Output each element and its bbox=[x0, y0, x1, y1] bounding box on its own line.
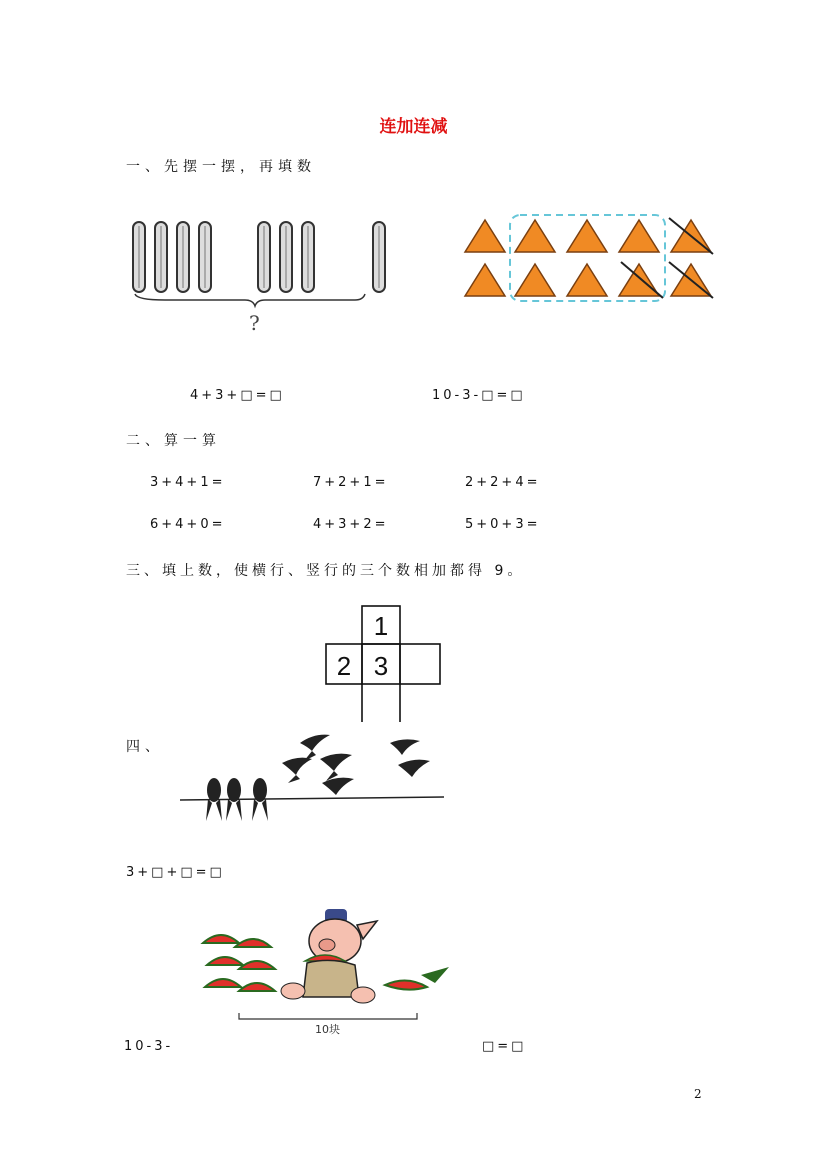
triangle-icon bbox=[465, 220, 505, 252]
problem: 2+2+4= bbox=[465, 475, 541, 490]
swallows-illustration bbox=[172, 725, 452, 830]
problem: 4+3+2= bbox=[313, 517, 389, 532]
page-title: 连加连减 bbox=[379, 117, 448, 137]
grid-cell-left: 2 bbox=[336, 651, 352, 681]
stick-icon bbox=[302, 222, 314, 292]
perched-bird-icon bbox=[226, 778, 242, 821]
watermelon-slice-icon bbox=[203, 935, 239, 943]
brace-icon bbox=[135, 294, 365, 306]
triangles-illustration bbox=[455, 210, 725, 310]
problem: 7+2+1= bbox=[313, 475, 389, 490]
flying-bird-icon bbox=[320, 754, 352, 781]
triangle-icon bbox=[515, 220, 555, 252]
section-3-heading: 三、填上数，使横行、竖行的三个数相加都得 9。 bbox=[126, 563, 526, 579]
watermelon-equation-start: 10-3- bbox=[124, 1039, 174, 1054]
stick-icon bbox=[258, 222, 270, 292]
stick-icon bbox=[155, 222, 167, 292]
pig-watermelon-illustration bbox=[195, 905, 460, 1037]
pig-icon bbox=[281, 909, 377, 1003]
problem: 6+4+0= bbox=[150, 517, 226, 532]
perched-bird-icon bbox=[206, 778, 222, 821]
flying-bird-icon bbox=[398, 760, 430, 777]
watermelon-slice-icon bbox=[205, 979, 241, 987]
grid-cell-top: 1 bbox=[373, 611, 389, 641]
brace-label: 10块 bbox=[315, 1023, 340, 1036]
watermelon-slice-icon bbox=[239, 961, 275, 969]
section-2-heading: 二、算一算 bbox=[126, 433, 221, 449]
watermelon-slice-icon bbox=[235, 939, 271, 947]
triangles-equation: 10-3-□=□ bbox=[432, 388, 526, 403]
sticks-illustration bbox=[125, 210, 395, 340]
stick-icon bbox=[280, 222, 292, 292]
watermelon-rind-icon bbox=[385, 967, 449, 990]
question-mark: ? bbox=[249, 311, 260, 335]
triangle-icon bbox=[465, 264, 505, 296]
flying-bird-icon bbox=[282, 758, 312, 783]
section-4-heading: 四、 bbox=[126, 739, 164, 755]
problem: 3+4+1= bbox=[150, 475, 226, 490]
stick-icon bbox=[373, 222, 385, 292]
perched-bird-icon bbox=[252, 778, 268, 821]
triangle-icon bbox=[619, 264, 659, 296]
triangle-icon bbox=[567, 264, 607, 296]
stick-icon bbox=[177, 222, 189, 292]
flying-bird-icon bbox=[390, 739, 420, 755]
birds-equation: 3+□+□=□ bbox=[126, 865, 225, 880]
cross-number-grid bbox=[325, 605, 445, 723]
section-1-heading: 一、先摆一摆，再填数 bbox=[126, 159, 316, 175]
triangle-icon bbox=[619, 220, 659, 252]
watermelon-slice-icon bbox=[207, 957, 243, 965]
brace-icon bbox=[239, 1013, 417, 1019]
triangle-icon bbox=[567, 220, 607, 252]
page-number: 2 bbox=[694, 1087, 702, 1101]
watermelon-equation-end: □=□ bbox=[482, 1039, 527, 1054]
stick-icon bbox=[133, 222, 145, 292]
grid-cell-center: 3 bbox=[373, 651, 389, 681]
problem: 5+0+3= bbox=[465, 517, 541, 532]
watermelon-slice-icon bbox=[239, 983, 275, 991]
triangle-icon bbox=[515, 264, 555, 296]
sticks-equation: 4+3+□=□ bbox=[190, 388, 285, 403]
stick-icon bbox=[199, 222, 211, 292]
